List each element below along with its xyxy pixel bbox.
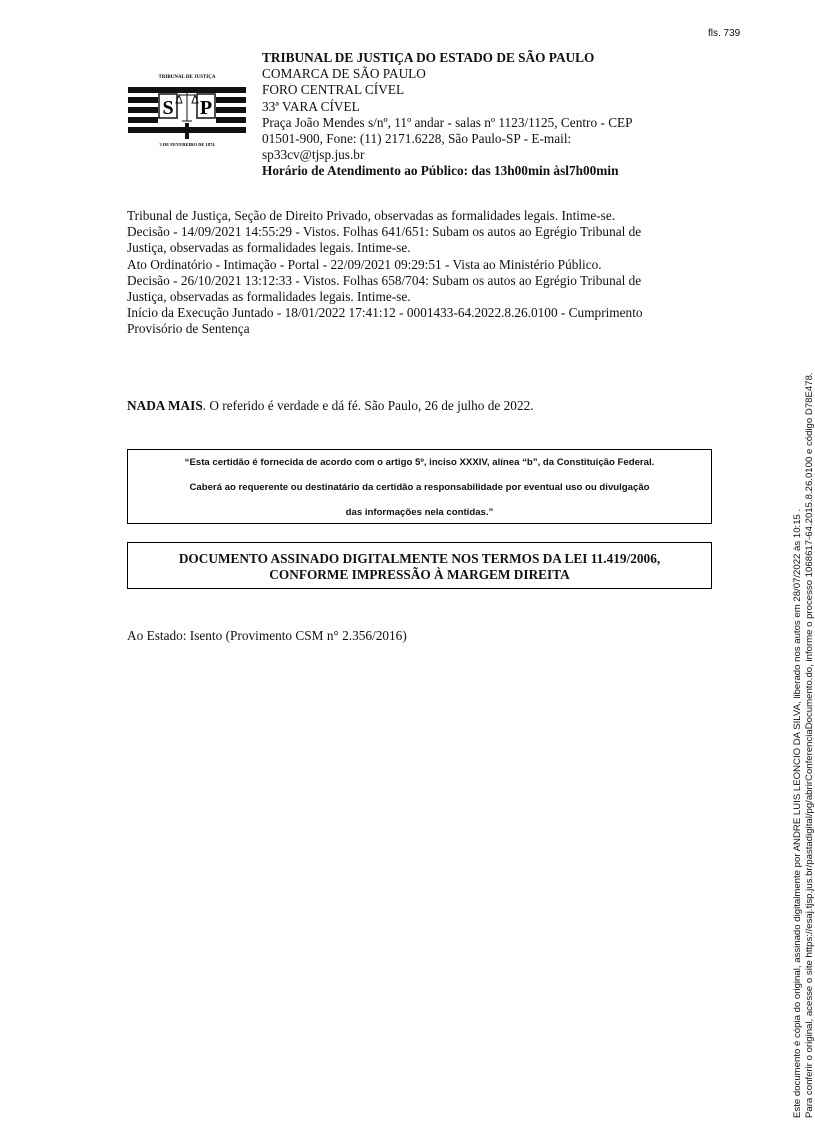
foro: FORO CENTRAL CÍVEL bbox=[262, 82, 405, 98]
proceedings-text bbox=[127, 208, 717, 338]
margin-line: Este documento é cópia do original, assinado digitalmente por ANDRE LUIS LEONCIO DA SILVA, liberado nos autos em 28/07/2022 às 10:15 . bbox=[792, 508, 803, 1118]
signature-line: CONFORME IMPRESSÃO À MARGEM DIREITA bbox=[269, 567, 570, 582]
fee-exemption: Ao Estado: Isento (Provimento CSM n° 2.356/2016) bbox=[127, 628, 407, 643]
address-line-1: Praça João Mendes s/nº, 11º andar - salas nº 1123/1125, Centro - CEP bbox=[262, 114, 633, 130]
court-header bbox=[262, 50, 732, 180]
text-line: Justiça, observadas as formalidades legais. Intime-se. bbox=[127, 289, 411, 305]
text-line: Início da Execução Juntado - 18/01/2022 17:41:12 - 0001433-64.2022.8.26.0100 - Cumprimento bbox=[127, 305, 643, 321]
logo-letter-s: S bbox=[162, 97, 174, 119]
text-line: Tribunal de Justiça, Seção de Direito Privado, observadas as formalidades legais. Intime-se. bbox=[127, 208, 616, 223]
notice-line: Caberá ao requerente ou destinatário da certidão a responsabilidade por eventual uso ou divulgação bbox=[189, 482, 650, 493]
text-line: Ato Ordinatório - Intimação - Portal - 22/09/2021 09:29:51 - Vista ao Ministério Público. bbox=[127, 256, 602, 272]
closing-rest: . O referido é verdade e dá fé. São Paulo, 26 de julho de 2022. bbox=[202, 398, 534, 413]
address-line-2: 01501-900, Fone: (11) 2171.6228, São Paulo-SP - E-mail: bbox=[262, 131, 572, 147]
text-line: Justiça, observadas as formalidades legais. Intime-se. bbox=[127, 240, 411, 256]
notice-line: das informações nela contidas.” bbox=[345, 507, 494, 518]
text-line: Decisão - 26/10/2021 13:12:33 - Vistos. Folhas 658/704: Subam os autos ao Egrégio Tribunal de bbox=[127, 272, 642, 288]
tjsp-seal-logo bbox=[128, 73, 246, 151]
logo-letter-p: P bbox=[199, 97, 213, 119]
text-line: Provisório de Sentença bbox=[127, 321, 250, 337]
margin-line: Para conferir o original, acesse o site https://esaj.tjsp.jus.br/pastadigital/pg/abrirConferenciaDocumento.do, informe o processo 1068617-64.2015.8.26.0100 e código D78E478. bbox=[803, 372, 815, 1118]
page-reference: fls. 739 bbox=[708, 28, 741, 39]
digital-signature-box bbox=[127, 542, 712, 589]
court-name: TRIBUNAL DE JUSTIÇA DO ESTADO DE SÃO PAULO bbox=[262, 50, 595, 65]
vara: 33ª VARA CÍVEL bbox=[262, 98, 360, 114]
text-line: Decisão - 14/09/2021 14:55:29 - Vistos. Folhas 641/651: Subam os autos ao Egrégio Tribunal de bbox=[127, 224, 642, 240]
closing-statement bbox=[127, 398, 727, 414]
notice-line: “Esta certidão é fornecida de acordo com o artigo 5º, inciso XXXIV, alínea “b”, da Constituição Federal. bbox=[184, 457, 655, 468]
logo-bottom-text: 3 DE FEVEREIRO DE 1874 bbox=[159, 142, 215, 147]
email: sp33cv@tjsp.jus.br bbox=[262, 147, 365, 163]
signature-line: DOCUMENTO ASSINADO DIGITALMENTE NOS TERMOS DA LEI 11.419/2006, bbox=[178, 551, 661, 566]
margin-authentication-text bbox=[792, 372, 815, 1118]
office-hours: Horário de Atendimento ao Público: das 13h00min àsl7h00min bbox=[262, 163, 619, 179]
comarca: COMARCA DE SÃO PAULO bbox=[262, 66, 426, 82]
logo-top-text: TRIBUNAL DE JUSTIÇA bbox=[158, 75, 216, 80]
certificate-notice-box bbox=[127, 449, 712, 524]
closing-bold: NADA MAIS bbox=[127, 398, 203, 413]
